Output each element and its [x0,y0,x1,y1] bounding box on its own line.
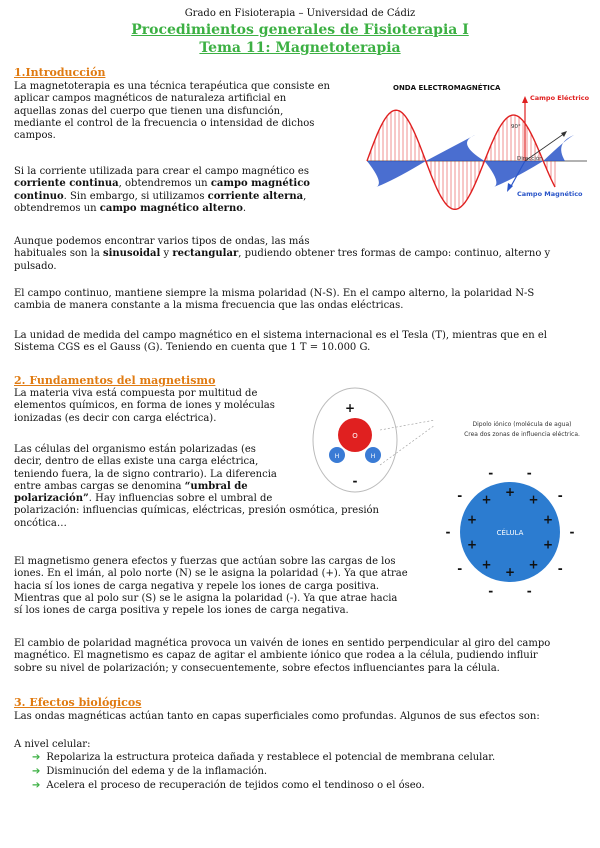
text-run: habituales son la [14,248,103,260]
minus-sign: - [457,488,463,503]
list-item [32,766,267,778]
text-bold: campo magnético [210,178,310,190]
arrow-icon: ➔ [32,780,41,791]
text-run: y [160,248,173,260]
minus-sign: - [445,525,451,539]
oxygen-symbol: O [352,432,358,440]
minus-sign: - [488,584,494,598]
plus-sign: + [466,512,478,527]
intro-paragraph-5 [14,330,589,355]
plus-sign: + [528,557,539,572]
plus-sign: + [344,401,356,415]
text-line: aplicar campos magnéticos de naturaleza artificial en [14,93,287,105]
direction-arrow-head [561,131,567,137]
magnetic-field-lobes [367,135,574,187]
text-line: sobre su nivel de polarización; y consecuentemente, sobre efectos influenciantes para la célula. [14,662,500,674]
text-run: entre ambas cargas se denomina [14,480,185,492]
bullet-text: Repolariza la estructura proteica dañada y restablece el potencial de membrana celular. [46,752,496,763]
dipole-cell-figure [300,385,595,600]
magnetic-lobe [367,161,426,187]
text-bold: polarización” [14,493,89,505]
arrow-icon: ➔ [32,752,41,763]
magnetism-paragraph-1 [14,388,300,425]
text-bold: continuo [14,190,64,202]
text-run: , [303,190,307,202]
text-line: mediante el control de la frecuencia o intensidad de dichos [14,117,315,129]
bullet-text: Acelera el proceso de recuperación de tejidos como el tendinoso o el óseo. [46,780,425,791]
plus-sign: + [481,557,492,572]
text-bold: corriente continua [14,178,119,190]
figure-title: ONDA ELECTROMAGNÉTICA [393,84,501,92]
text-run: , obtendremos un [118,178,211,190]
text-run: . Hay influencias sobre el umbral de [88,493,273,505]
text-line: cambia de manera constante a la misma frecuencia que las ondas eléctricas. [14,300,404,312]
magnetic-lobe [543,135,574,161]
intro-paragraph-3 [14,236,589,273]
direction-label: Dirección [517,156,543,162]
minus-sign: - [488,466,494,480]
text-line: ionizadas (es decir con carga eléctrica). [14,412,217,424]
list-item [32,780,425,792]
section-2-heading: 2. Fundamentos del magnetismo [14,374,216,387]
minus-sign: - [526,466,532,480]
text-run: . Sin embargo, si utilizamos [63,190,208,202]
text-line: iones. En el imán, al polo norte (N) se le asigna la polaridad (+). Ya que atrae [14,568,408,580]
minus-sign: - [557,561,563,576]
intro-paragraph-2 [14,166,354,215]
text-run: obtendremos un [14,202,100,214]
magnetic-label: Campo Magnético [517,190,583,198]
text-line: sí los iones de carga positiva y repele los iones de carga negativa. [14,605,349,617]
arrow-icon: ➔ [32,766,41,777]
plus-sign: + [504,565,516,579]
minus-sign: - [526,584,532,598]
text-bold: rectangular [172,248,239,260]
hydrogen-symbol: H [370,453,376,460]
electric-label: Campo Eléctrico [530,94,590,102]
plus-sign: + [466,537,478,552]
text-line: polarización: influencias químicas, eléctricas, presión osmótica, presión [14,505,379,517]
cellular-level-label: A nivel celular: [14,739,91,750]
dipole-caption-1: Dipolo iónico (molécula de agua) [472,421,572,428]
magnetic-lobe [426,135,485,161]
course-title: Procedimientos generales de Fisioterapia I [131,22,469,38]
text-line: Mientras que al polo sur (S) se le asigna la polaridad (-). Ya que atrae hacia [14,592,398,604]
text-line: Aunque podemos encontrar varios tipos de ondas, las más [14,236,310,247]
header-university: Grado en Fisioterapia – Universidad de Cádiz [184,8,416,19]
magnetic-lobe [485,161,544,187]
text-line: Sistema CGS es el Gauss (G). Teniendo en cuenta que 1 T = 10.000 G. [14,342,371,354]
dipole-caption-2: Crea dos zonas de influencia eléctrica. [464,431,580,438]
text-line: decir, dentro de ellas existe una carga eléctrica, [14,456,259,468]
minus-sign: - [457,561,463,576]
text-line: hacia sí los iones de carga negativa y repele los iones de carga positiva. [14,580,380,592]
plus-sign: + [528,492,539,507]
text-line: La materia viva está compuesta por multitud de [14,388,258,399]
text-line: aquellas zonas del cuerpo que tienen una disfunción, [14,105,284,117]
section-1-heading: 1.Introducción [14,66,106,79]
text-line: elementos químicos, en forma de iones y moléculas [14,400,275,412]
text-bold: “umbral de [184,480,248,492]
list-item [32,752,495,764]
plus-sign: + [504,485,516,499]
text-line: Las células del organismo están polarizadas (es [14,444,256,455]
intro-paragraph-4 [14,288,589,313]
angle-label: 90° [511,124,521,130]
minus-sign: - [352,474,358,488]
topic-title: Tema 11: Magnetoterapia [199,40,401,56]
section-3-heading: 3. Efectos biológicos [14,696,142,709]
cell-label: CÉLULA [496,529,524,537]
text-run: , pudiendo obtener tres formas de campo: continuo, alterno y [238,248,551,260]
text-line: La unidad de medida del campo magnético en el sistema internacional es el Tesla (T), mientras que en el [14,330,547,341]
text-line: La magnetoterapia es una técnica terapéutica que consiste en [14,81,330,92]
bullet-text: Disminución del edema y de la inflamación. [46,766,268,777]
text-line: El campo continuo, mantiene siempre la misma polaridad (N-S). En el campo alterno, la polaridad N-S [14,288,535,299]
text-bold: campo magnético alterno [99,202,243,214]
text-bold: sinusoidal [102,248,161,260]
magnetism-paragraph-2 [14,444,379,530]
minus-sign: - [557,488,563,503]
minus-sign: - [569,525,575,539]
text-line: campos. [14,130,56,142]
text-line: El magnetismo genera efectos y fuerzas que actúan sobre las cargas de los [14,556,396,567]
text-line: oncótica… [14,517,67,529]
text-line: teniendo fuera, la de signo contrario). La diferencia [14,468,277,480]
plus-sign: + [542,537,554,552]
text-run: Si la corriente utilizada para crear el campo magnético es [14,166,309,177]
text-run: . [242,202,247,214]
effects-intro: Las ondas magnéticas actúan tanto en capas superficiales como profundas. Algunos de sus efectos son: [14,711,540,722]
intro-paragraph-1 [14,81,352,142]
text-line: magnético. El magnetismo es capaz de agitar el ambiente iónico que rodea a la célula, pudiendo influir [14,650,538,662]
text-line: El cambio de polaridad magnética provoca un vaivén de iones en sentido perpendicular al giro del campo [14,638,551,649]
plus-sign: + [481,492,492,507]
plus-sign: + [542,512,554,527]
text-bold: corriente alterna [207,190,304,202]
electric-arrow-head [522,96,528,103]
text-line: pulsado. [14,260,57,272]
magnetism-paragraph-4 [14,638,589,675]
electromagnetic-wave-figure [365,78,590,228]
hydrogen-symbol: H [334,453,340,460]
